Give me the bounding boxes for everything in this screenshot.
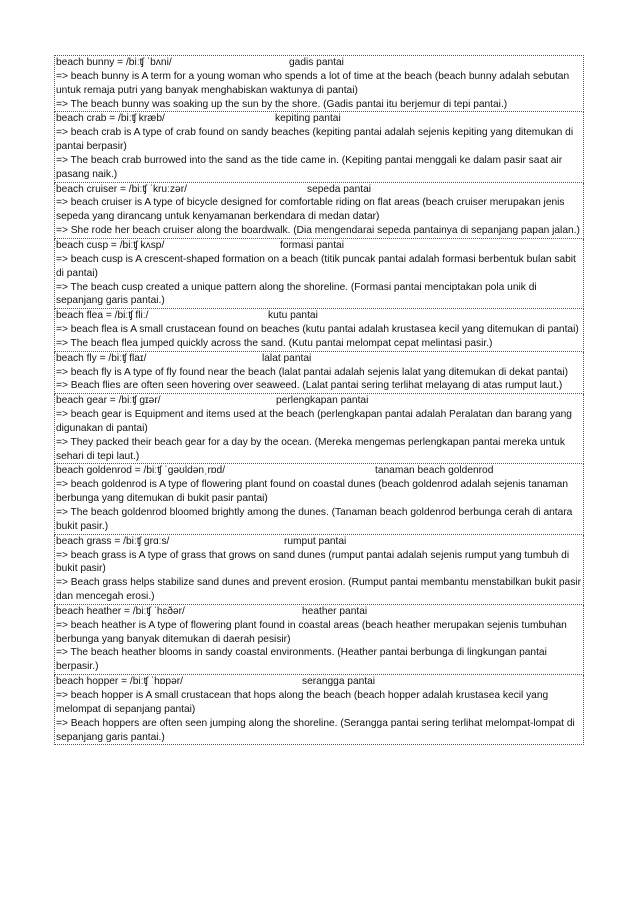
vocab-entry — [54, 112, 584, 182]
entry-definition: => beach heather is A type of flowering plant found in coastal areas (beach heather merupakan sejenis tumbuhan berbunga yang banyak ditemukan di daerah pesisir) — [56, 619, 567, 645]
entry-term: beach heather = /biːʧ ˈhɛðər/ — [56, 605, 185, 617]
entry-example: => They packed their beach gear for a day by the ocean. (Mereka mengemas perlengkapan pantai mereka untuk sehari di tepi laut.) — [56, 436, 565, 462]
entry-term: beach gear = /biːʧ gɪər/ — [56, 395, 161, 407]
entry-term: beach goldenrod = /biːʧ ˈgəʊldənˌrɒd/ — [56, 465, 226, 477]
entry-translation: heather pantai — [302, 605, 368, 617]
entry-translation: sepeda pantai — [307, 183, 372, 195]
entry-definition: => beach grass is A type of grass that grows on sand dunes (rumput pantai adalah sejenis rumput yang tumbuh di bukit pasir) — [56, 549, 570, 575]
vocab-entry — [54, 309, 584, 352]
entry-example: => Beach hoppers are often seen jumping along the shoreline. (Serangga pantai sering terlihat melompat-lompat di sepanjang garis pantai.) — [56, 717, 575, 743]
vocab-entry — [54, 535, 584, 605]
vocab-entry — [54, 675, 584, 745]
entry-translation: lalat pantai — [262, 352, 312, 364]
entry-translation: kutu pantai — [268, 310, 318, 322]
vocab-entry — [54, 239, 584, 309]
entry-term: beach fly = /biːʧ flaɪ/ — [56, 352, 147, 364]
entry-definition: => beach crab is A type of crab found on sandy beaches (kepiting pantai adalah sejenis kepiting yang ditemukan di pantai berpasir) — [56, 127, 574, 153]
entry-header — [56, 464, 582, 478]
entry-translation: perlengkapan pantai — [276, 395, 369, 407]
entry-header — [56, 605, 582, 619]
entry-definition: => beach hopper is A small crustacean that hops along the beach (beach hopper adalah krustasea kecil yang melompat di sepanjang pantai) — [56, 689, 549, 715]
entry-translation: serangga pantai — [302, 676, 376, 688]
entry-header — [56, 56, 582, 70]
entry-header — [56, 239, 582, 253]
entry-term: beach bunny = /biːʧ ˈbʌni/ — [56, 57, 172, 68]
entry-example: => The beach cusp created a unique pattern along the shoreline. (Formasi pantai menciptakan pola unik di sepanjang garis pantai.) — [56, 281, 537, 307]
vocab-entry — [54, 394, 584, 464]
entry-example: => Beach grass helps stabilize sand dunes and prevent erosion. (Rumput pantai membantu menstabilkan bukit pasir dan mencegah erosi.) — [56, 577, 581, 603]
vocab-entry — [54, 605, 584, 675]
entry-translation: formasi pantai — [280, 239, 344, 251]
entry-definition: => beach cruiser is A type of bicycle designed for comfortable riding on flat areas (beach cruiser merupakan jenis sepeda yang dirancang untuk kenyamanan berkendara di medan datar) — [56, 197, 565, 223]
entry-translation: rumput pantai — [284, 535, 347, 547]
entry-example: => The beach bunny was soaking up the sun by the shore. (Gadis pantai itu berjemur di tepi pantai.) — [56, 98, 508, 110]
vocab-entry — [54, 464, 584, 534]
entry-translation: tanaman beach goldenrod — [375, 465, 494, 477]
entry-header — [56, 309, 582, 323]
entry-definition: => beach flea is A small crustacean found on beaches (kutu pantai adalah krustasea kecil yang ditemukan di pantai) — [56, 324, 579, 336]
entry-example: => She rode her beach cruiser along the boardwalk. (Dia mengendarai sepeda pantainya di sepanjang papan jalan.) — [56, 225, 580, 237]
entry-header — [56, 112, 582, 126]
entry-example: => Beach flies are often seen hovering over seaweed. (Lalat pantai sering terlihat melayang di atas rumput laut.) — [56, 380, 563, 392]
entry-header — [56, 675, 582, 689]
entry-definition: => beach gear is Equipment and items used at the beach (perlengkapan pantai adalah Peralatan dan barang yang digunakan di pantai) — [56, 409, 572, 434]
entry-definition: => beach goldenrod is A type of flowering plant found on coastal dunes (beach goldenrod adalah sejenis tanaman berbunga yang ditemukan di bukit pasir pantai) — [56, 479, 569, 505]
entry-header — [56, 352, 582, 366]
vocabulary-list — [54, 55, 584, 745]
vocab-entry — [54, 183, 584, 239]
entry-definition: => beach cusp is A crescent-shaped formation on a beach (titik puncak pantai adalah formasi berbentuk bulan sabit di pantai) — [56, 253, 576, 279]
entry-example: => The beach flea jumped quickly across the sand. (Kutu pantai melompat cepat melintasi pasir.) — [56, 337, 493, 349]
vocab-entry — [54, 352, 584, 395]
vocab-entry — [54, 55, 584, 112]
entry-term: beach crab = /biːʧ kræb/ — [56, 113, 165, 125]
entry-header — [56, 183, 582, 197]
entry-definition: => beach fly is A type of fly found near the beach (lalat pantai adalah sejenis lalat yang ditemukan di dekat pantai) — [56, 366, 568, 378]
entry-definition: => beach bunny is A term for a young woman who spends a lot of time at the beach (beach bunny adalah sebutan untuk remaja putri yang banyak menghabiskan waktunya di pantai) — [56, 70, 570, 96]
entry-term: beach cusp = /biːʧ kʌsp/ — [56, 239, 165, 251]
entry-example: => The beach goldenrod bloomed brightly among the dunes. (Tanaman beach goldenrod berbunga cerah di antara bukit pasir.) — [56, 507, 573, 532]
entry-example: => The beach heather blooms in sandy coastal environments. (Heather pantai berbunga di lingkungan pantai berpasir.) — [56, 647, 547, 673]
entry-header — [56, 394, 582, 408]
entry-header — [56, 535, 582, 549]
entry-translation: gadis pantai — [289, 57, 344, 68]
entry-term: beach cruiser = /biːʧ ˈkruːzər/ — [56, 183, 187, 195]
entry-term: beach flea = /biːʧ fliː/ — [56, 310, 149, 322]
entry-example: => The beach crab burrowed into the sand as the tide came in. (Kepiting pantai menggali ke dalam pasir saat air pasang naik.) — [56, 154, 563, 180]
entry-term: beach grass = /biːʧ grɑːs/ — [56, 535, 170, 547]
entry-term: beach hopper = /biːʧ ˈhɒpər/ — [56, 676, 183, 688]
entry-translation: kepiting pantai — [275, 113, 341, 125]
